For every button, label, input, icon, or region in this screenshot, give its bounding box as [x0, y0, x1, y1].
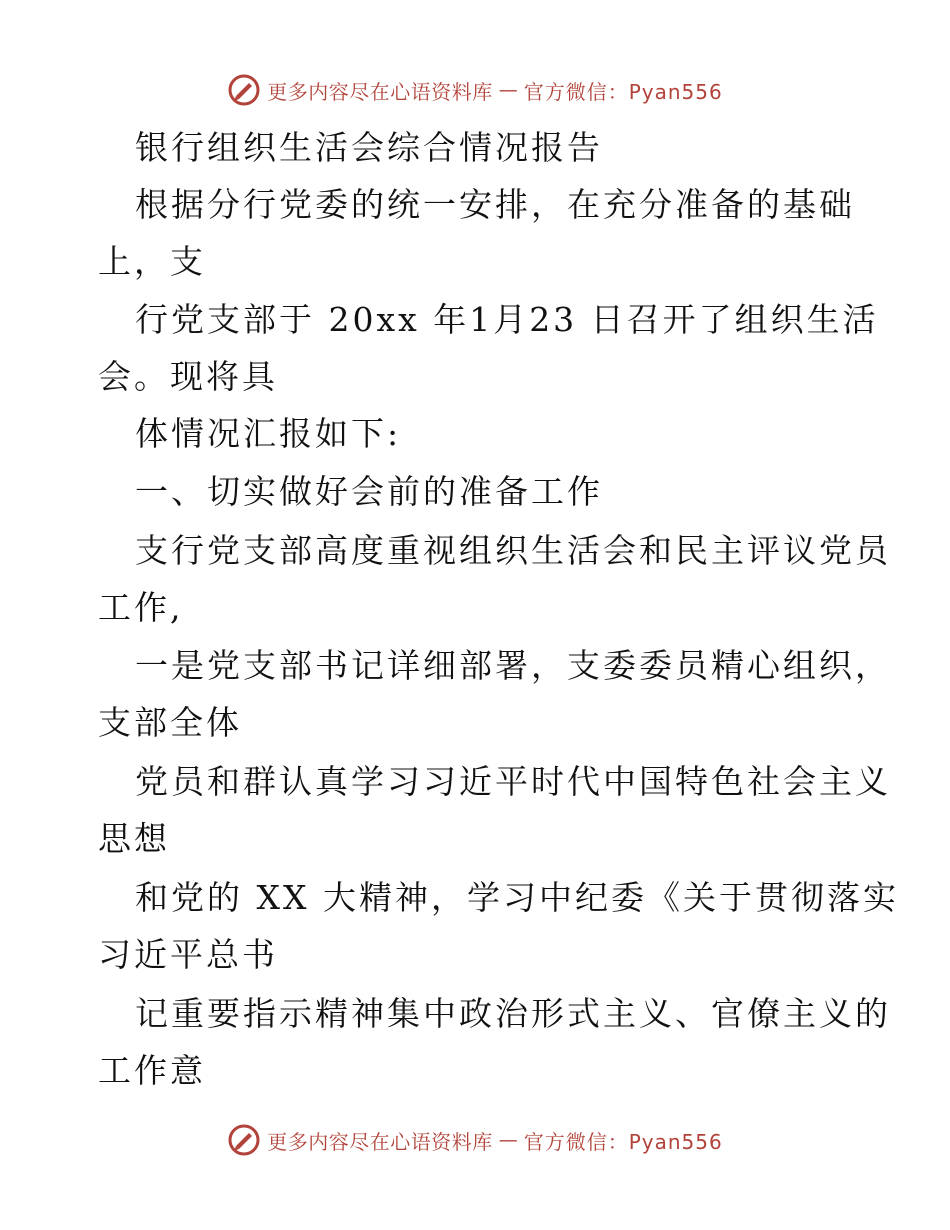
doc-line-5: 体情况汇报如下: — [135, 414, 402, 453]
doc-line-3: 行党支部于 20xx 年1月23 日召开了组织生活 — [135, 300, 879, 339]
doc-line-7: 支行党支部高度重视组织生活会和民主评议党员 — [135, 531, 891, 570]
red-seal-pen-logo-icon — [227, 1123, 261, 1157]
footer-separator: — — [498, 1129, 518, 1151]
doc-line-4: 会。现将具 — [98, 357, 278, 396]
header-wechat-text: 官方微信：Pyan556 — [523, 79, 723, 104]
doc-line-13: 和党的 XX 大精神，学习中纪委《关于贯彻落实 — [135, 878, 899, 917]
header-promo-text: 更多内容尽在心语资料库 — [267, 79, 493, 104]
doc-line-8: 工作, — [98, 588, 184, 627]
header-separator: — — [498, 79, 518, 101]
doc-line-10: 支部全体 — [98, 703, 242, 742]
doc-line-9: 一是党支部书记详细部署，支委委员精心组织， — [135, 646, 891, 685]
doc-line-2: 上，支 — [98, 242, 206, 281]
doc-title: 银行组织生活会综合情况报告 — [135, 128, 603, 167]
doc-line-11: 党员和群认真学习习近平时代中国特色社会主义 — [135, 762, 891, 801]
doc-line-1: 根据分行党委的统一安排，在充分准备的基础 — [135, 185, 855, 224]
doc-line-15: 记重要指示精神集中政治形式主义、官僚主义的 — [135, 994, 891, 1033]
footer-banner — [0, 1118, 950, 1162]
footer-promo-text: 更多内容尽在心语资料库 — [267, 1129, 493, 1154]
doc-line-16: 工作意 — [98, 1051, 206, 1090]
footer-wechat-text: 官方微信：Pyan556 — [523, 1129, 723, 1154]
red-seal-pen-logo-icon — [227, 73, 261, 107]
doc-line-14: 习近平总书 — [98, 935, 278, 974]
header-banner — [0, 68, 950, 112]
doc-line-12: 思想 — [98, 819, 170, 858]
section-heading-1: 一、切实做好会前的准备工作 — [135, 472, 603, 511]
